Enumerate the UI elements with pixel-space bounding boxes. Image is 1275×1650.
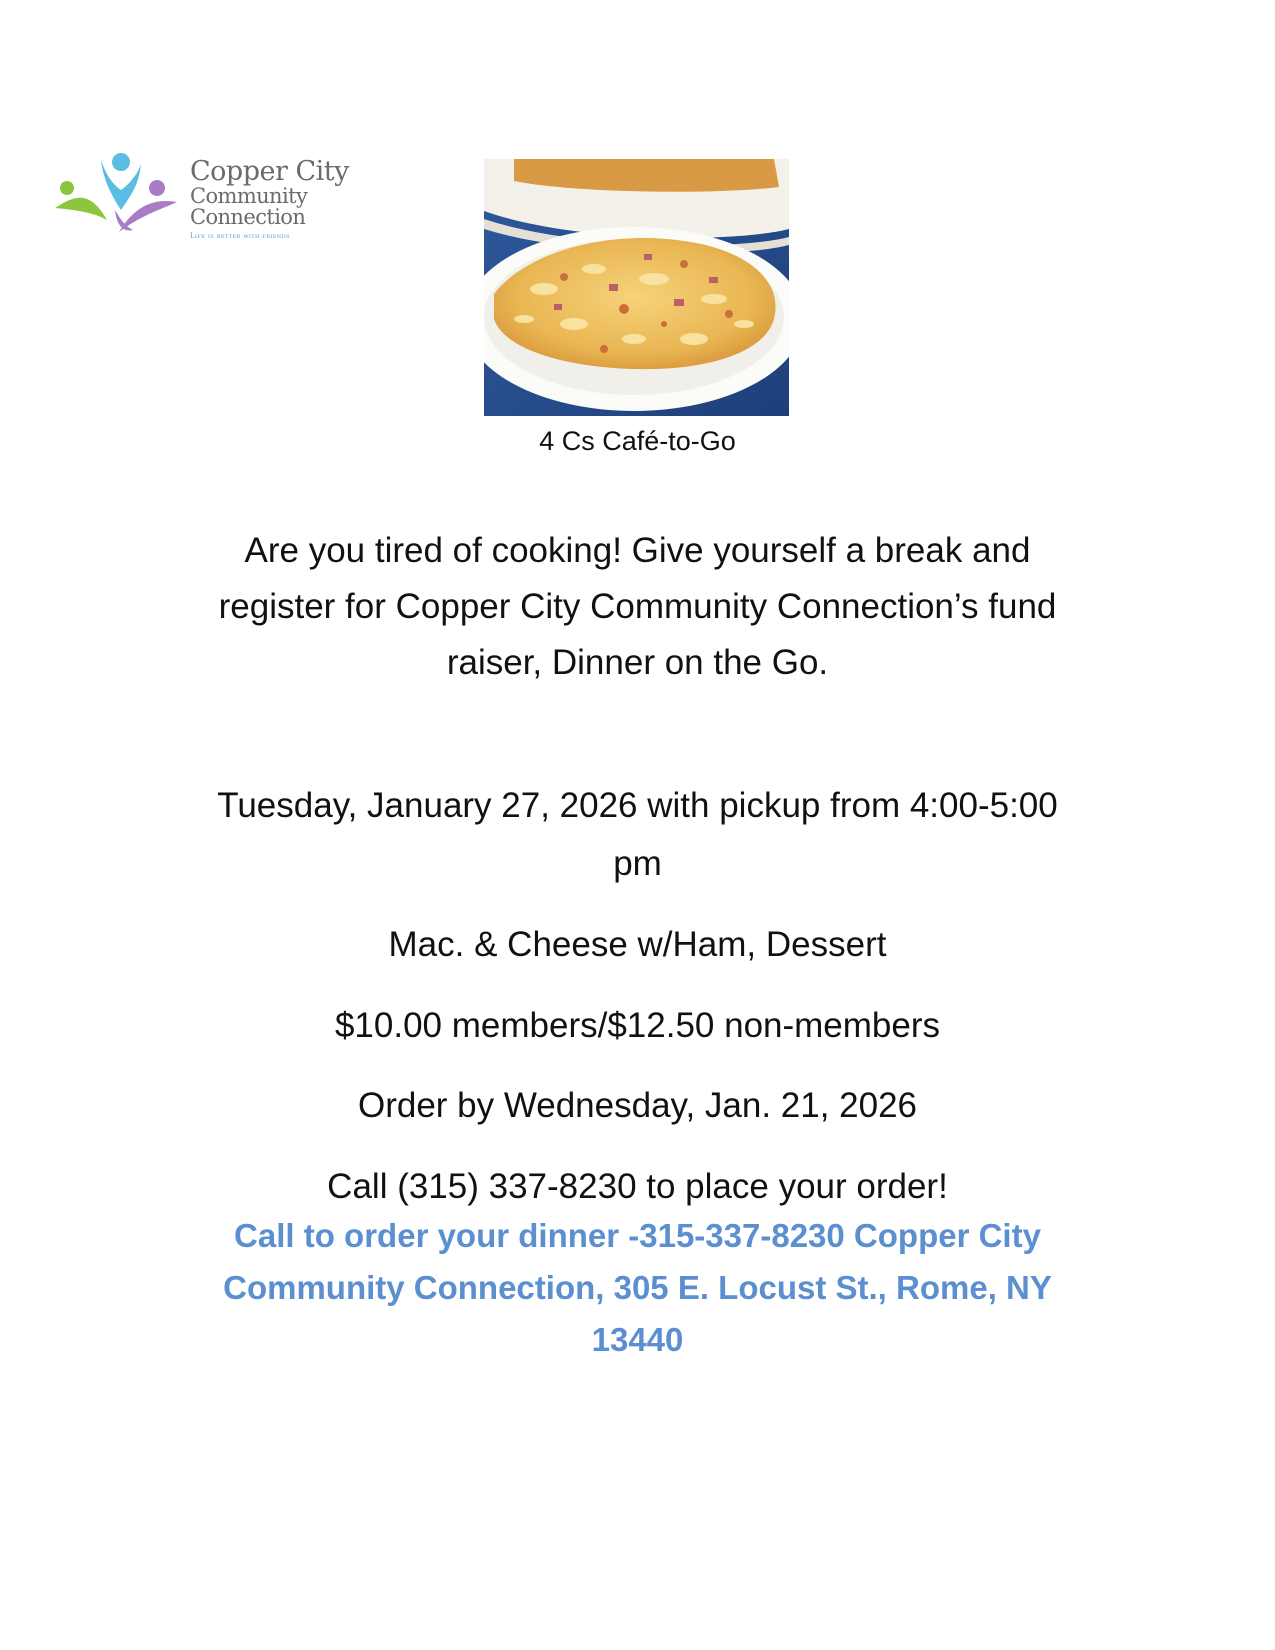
footer-line: Call to order your dinner -315-337-8230 Copper City xyxy=(234,1217,1041,1254)
intro-paragraph xyxy=(150,523,1125,691)
footer-contact xyxy=(175,1210,1100,1366)
people-figures-icon xyxy=(55,150,185,240)
photo-caption: 4 Cs Café-to-Go xyxy=(539,426,736,456)
call-to-order: Call (315) 337-8230 to place your order! xyxy=(327,1167,948,1206)
event-date-line1: Tuesday, January 27, 2026 with pickup from 4:00-5:00 xyxy=(217,786,1058,825)
mac-and-cheese-photo xyxy=(484,159,789,416)
logo-name-line1: Copper City xyxy=(190,156,349,187)
logo-name-line2: Community Connection xyxy=(190,184,308,229)
footer-line: 13440 xyxy=(591,1321,684,1358)
organization-logo xyxy=(55,150,395,240)
logo-tagline: Life is better with friends xyxy=(190,232,290,240)
footer-line: Community Connection, 305 E. Locust St., Rome, NY xyxy=(223,1269,1052,1306)
intro-line: raiser, Dinner on the Go. xyxy=(446,643,829,682)
order-deadline: Order by Wednesday, Jan. 21, 2026 xyxy=(357,1086,918,1125)
intro-line: register for Copper City Community Connection’s fund xyxy=(218,587,1057,626)
event-date-line2: pm xyxy=(613,844,662,883)
event-date xyxy=(150,777,1125,893)
event-price: $10.00 members/$12.50 non-members xyxy=(334,1006,941,1045)
intro-line: Are you tired of cooking! Give yourself a break and xyxy=(244,531,1031,570)
event-menu: Mac. & Cheese w/Ham, Dessert xyxy=(388,925,887,964)
